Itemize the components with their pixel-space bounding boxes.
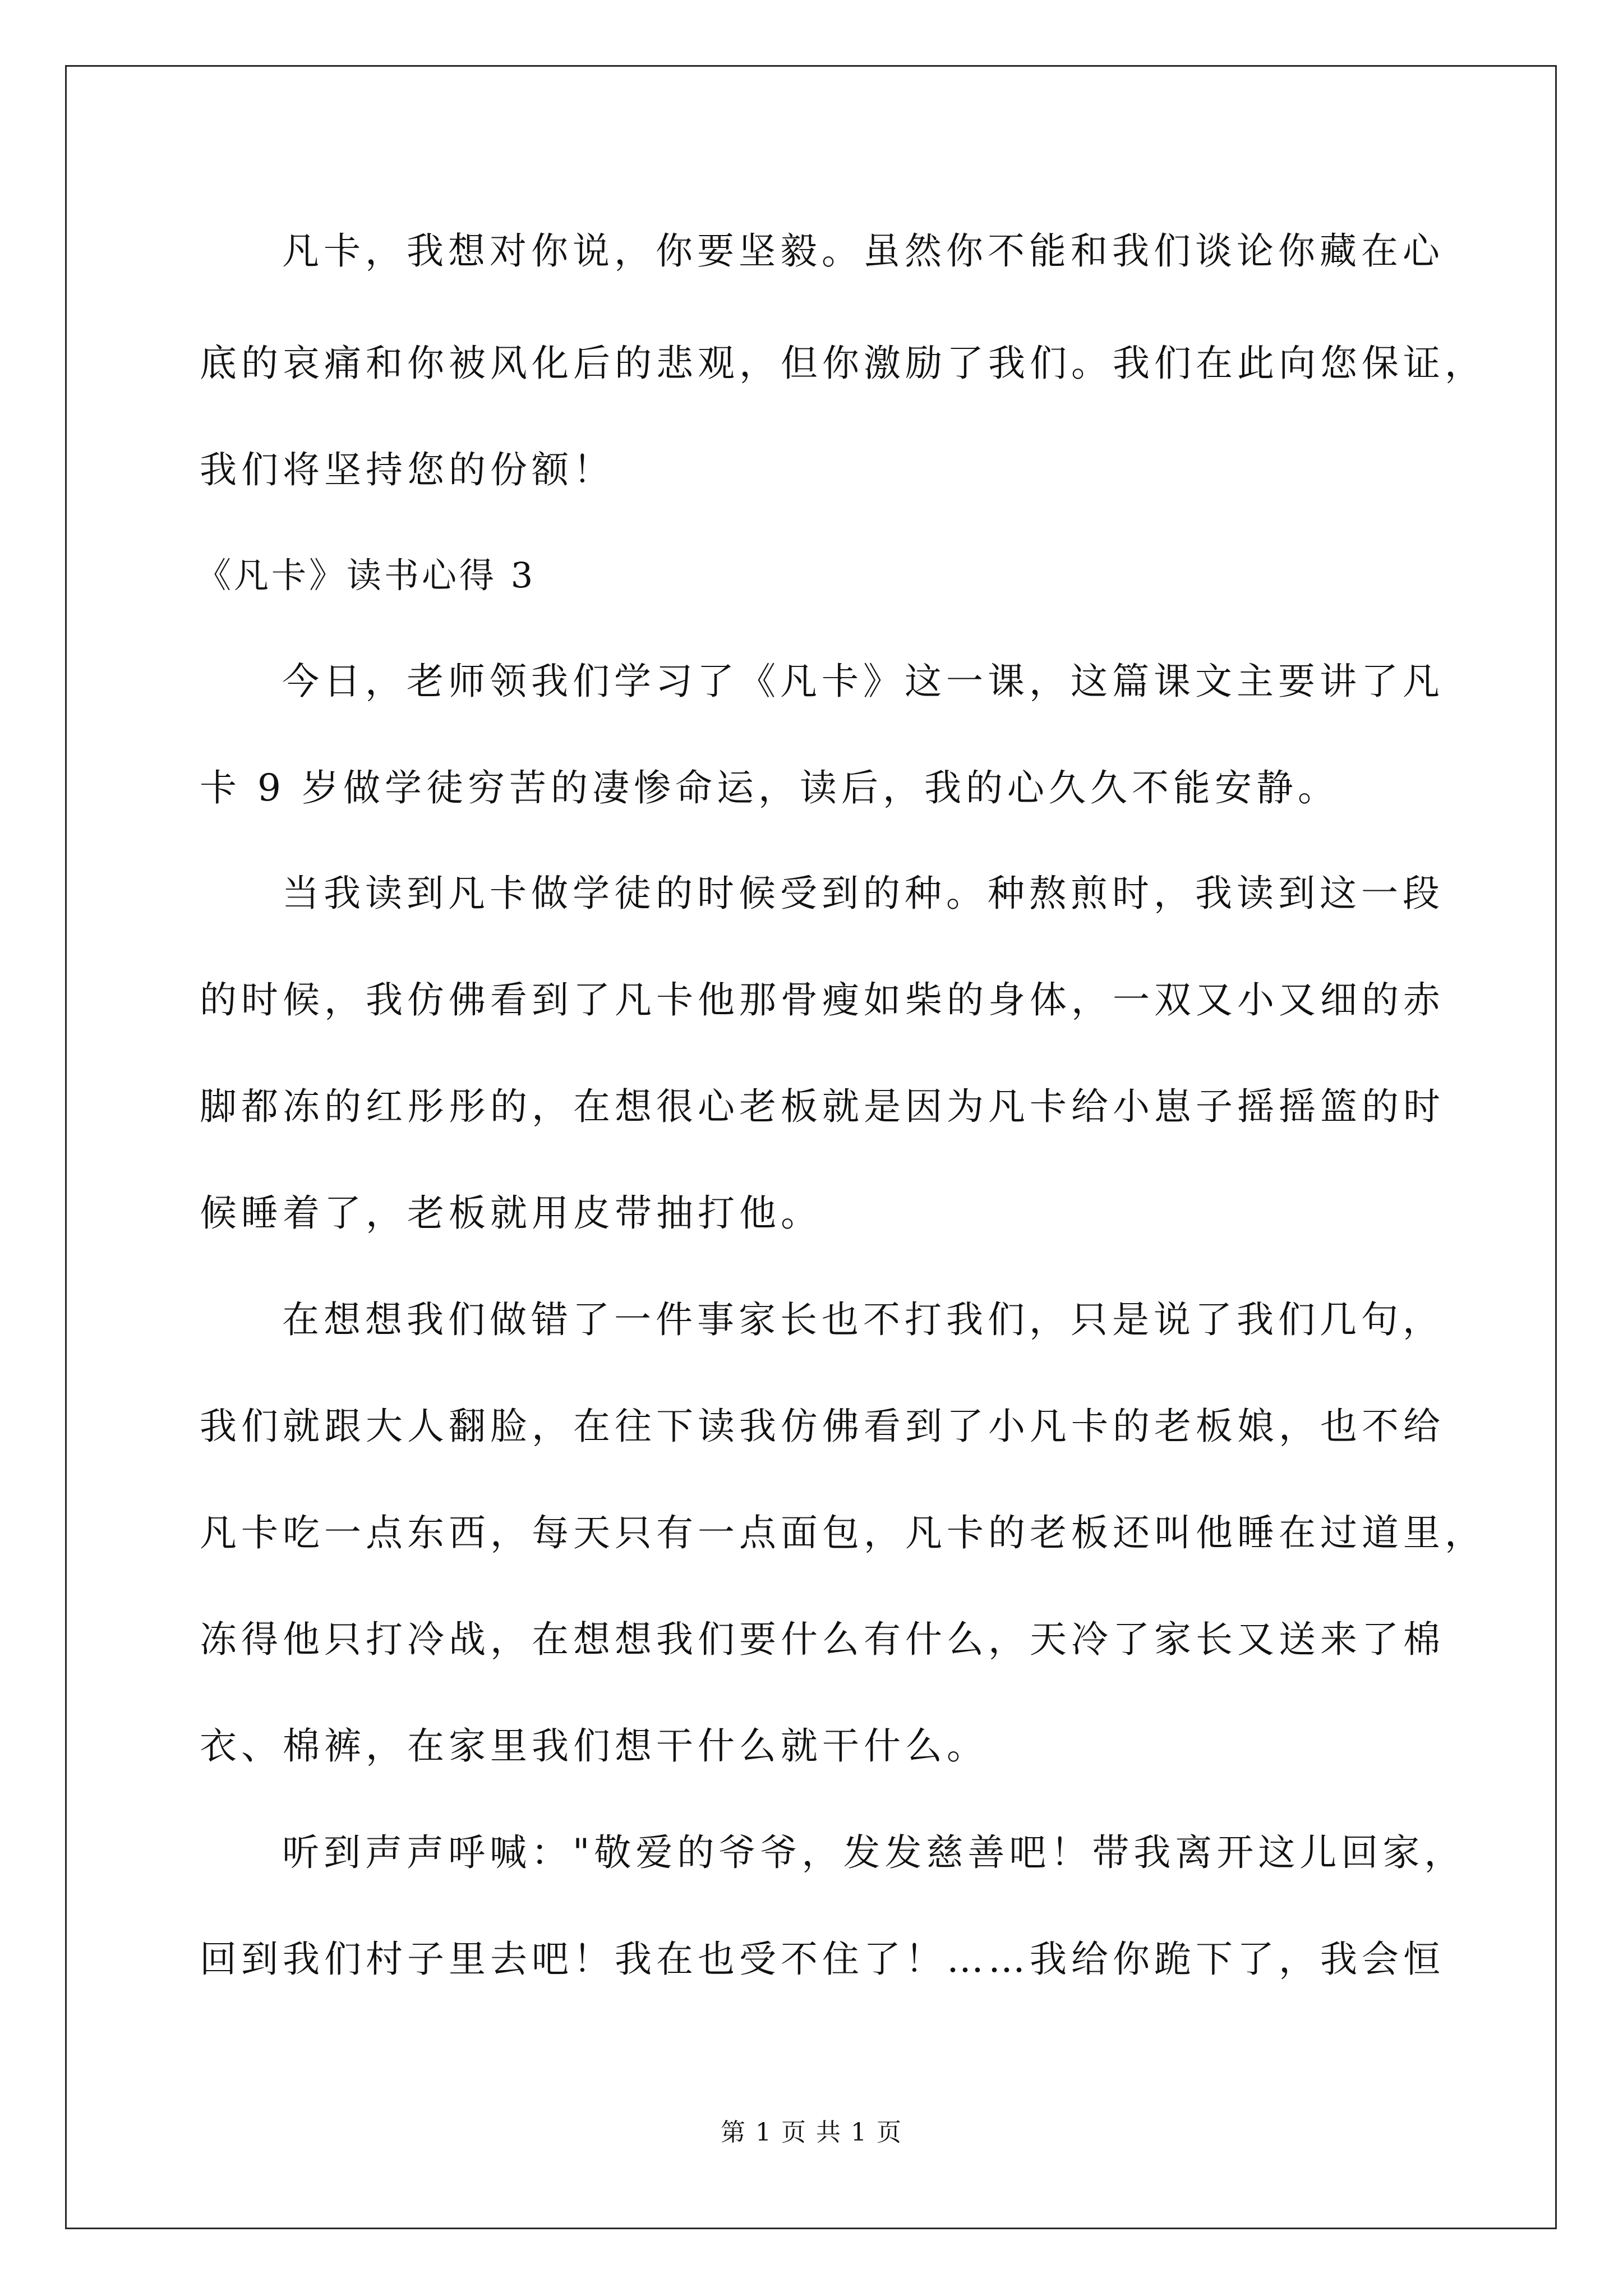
paragraph-line: 在想想我们做错了一件事家长也不打我们，只是说了我们几句， <box>282 1298 1444 1341</box>
paragraph-line: 脚都冻的红彤彤的，在想很心老板就是因为凡卡给小崽子摇摇篮的时 <box>200 1085 1445 1128</box>
paragraph-line: 听到声声呼喊："敬爱的爷爷，发发慈善吧！带我离开这儿回家， <box>282 1831 1466 1874</box>
paragraph-line: 当我读到凡卡做学徒的时候受到的种。种熬煎时，我读到这一段 <box>282 872 1444 915</box>
paragraph-line: 冻得他只打冷战，在想想我们要什么有什么，天冷了家长又送来了棉 <box>200 1618 1445 1661</box>
paragraph-line: 我们将坚持您的份额！ <box>200 448 615 491</box>
paragraph-line: 凡卡，我想对你说，你要坚毅。虽然你不能和我们谈论你藏在心 <box>282 229 1444 273</box>
section-heading: 《凡卡》读书心得 3 <box>196 555 536 596</box>
paragraph-line: 凡卡吃一点东西，每天只有一点面包，凡卡的老板还叫他睡在过道里， <box>200 1511 1486 1554</box>
paragraph-line: 的时候，我仿佛看到了凡卡他那骨瘦如柴的身体，一双又小又细的赤 <box>200 978 1445 1022</box>
paragraph-line: 我们就跟大人翻脸，在往下读我仿佛看到了小凡卡的老板娘，也不给 <box>200 1405 1445 1448</box>
paragraph-line: 卡 9 岁做学徒穷苦的凄惨命运，读后，我的心久久不能安静。 <box>200 766 1339 809</box>
page-frame <box>65 65 1557 2229</box>
paragraph-line: 衣、棉裤，在家里我们想干什么就干什么。 <box>200 1724 988 1768</box>
paragraph-line: 回到我们村子里去吧！我在也受不住了！……我给你跪下了，我会恒 <box>200 1938 1445 1981</box>
paragraph-line: 底的哀痛和你被风化后的悲观，但你激励了我们。我们在此向您保证， <box>200 342 1486 385</box>
paragraph-line: 候睡着了，老板就用皮带抽打他。 <box>200 1191 822 1235</box>
paragraph-line: 今日，老师领我们学习了《凡卡》这一课，这篇课文主要讲了凡 <box>282 660 1444 703</box>
page-footer: 第 1 页 共 1 页 <box>721 2118 902 2147</box>
